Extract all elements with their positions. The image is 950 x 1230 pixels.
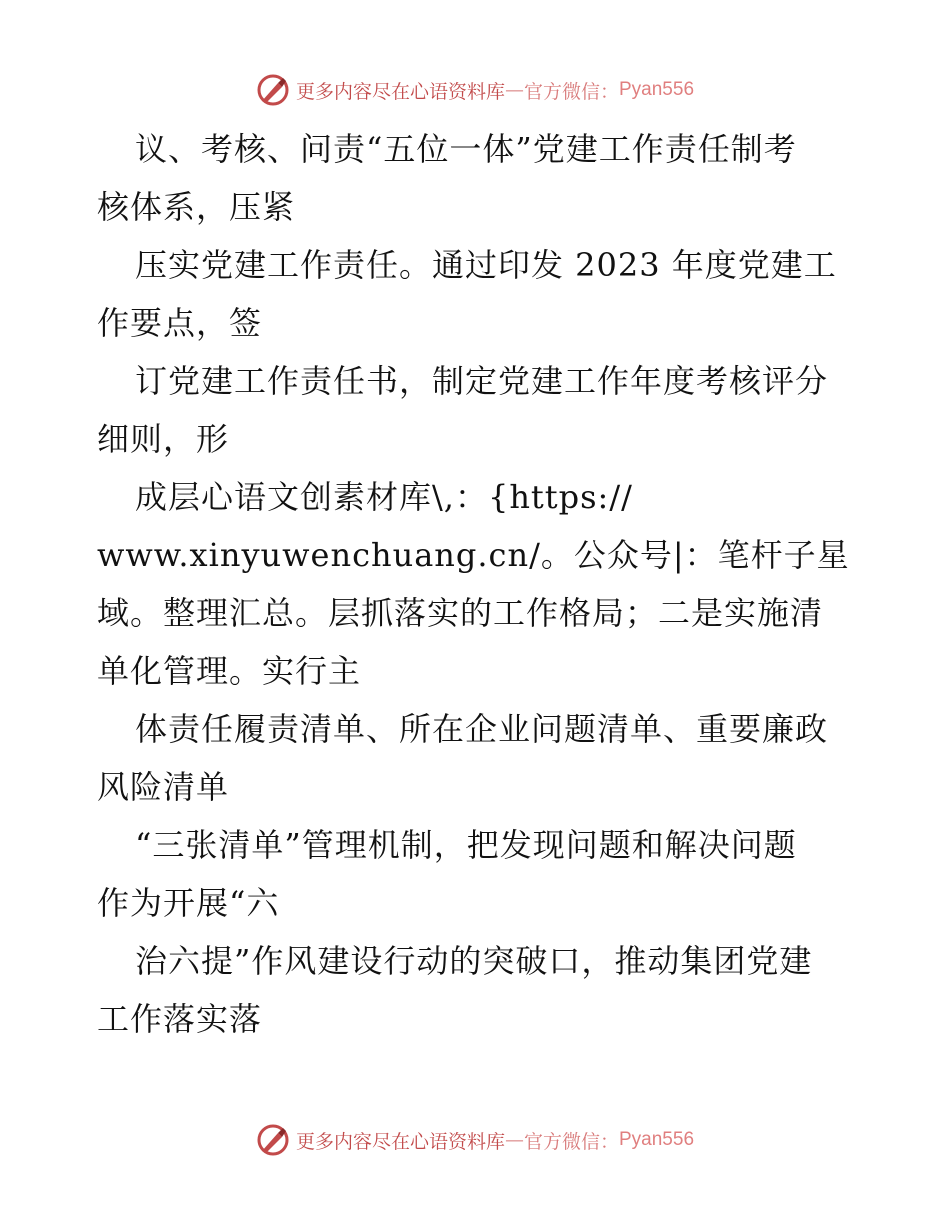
body-line: 治六提”作风建设行动的突破口，推动集团党建 (135, 942, 813, 980)
footer-brand-text: 更多内容尽在心语资料库 (295, 1130, 505, 1153)
footer-wechat-id: Pyan556 (619, 1129, 695, 1150)
body-line: 细则，形 (97, 420, 230, 458)
body-line: www.xinyuwenchuang.cn/。公众号|：笔杆子星 (97, 536, 850, 574)
body-line: 压实党建工作责任。通过印发 2023 年度党建工 (135, 246, 837, 284)
body-line: “三张清单”管理机制，把发现问题和解决问题 (135, 826, 797, 864)
body-line: 订党建工作责任书，制定党建工作年度考核评分 (135, 362, 829, 400)
footer-banner (0, 1120, 950, 1160)
body-line: 工作落实落 (97, 1000, 263, 1038)
body-line: 作为开展“六 (97, 884, 280, 922)
body-line: 核体系，压紧 (97, 188, 296, 226)
body-line: 作要点，签 (97, 304, 263, 342)
footer-separator: — (504, 1129, 524, 1151)
header-wechat-label: 官方微信： (523, 80, 619, 103)
header-wechat-id: Pyan556 (619, 79, 695, 100)
body-line: 议、考核、问责“五位一体”党建工作责任制考 (135, 130, 797, 168)
header-banner (0, 70, 950, 110)
body-line: 风险清单 (97, 768, 230, 806)
footer-wechat-label: 官方微信： (523, 1130, 619, 1153)
body-line: 成层心语文创素材库\,：{https:// (135, 478, 633, 516)
header-brand-text: 更多内容尽在心语资料库 (295, 80, 505, 103)
document-body (97, 120, 857, 1048)
body-line: 域。整理汇总。层抓落实的工作格局；二是实施清 (97, 594, 824, 632)
body-line: 体责任履责清单、所在企业问题清单、重要廉政 (135, 710, 829, 748)
header-separator: — (504, 79, 524, 101)
pen-logo-icon (256, 73, 290, 107)
body-line: 单化管理。实行主 (97, 652, 362, 690)
pen-logo-icon (256, 1123, 290, 1157)
